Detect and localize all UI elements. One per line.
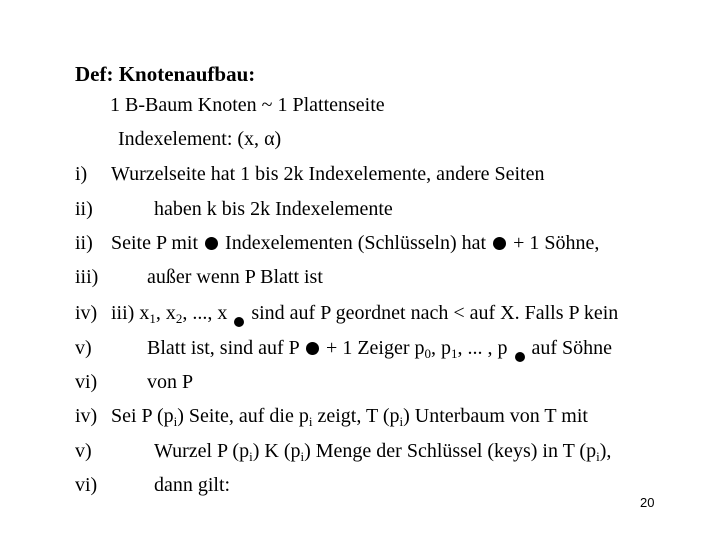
text-segment: Sei P (p — [111, 405, 174, 427]
text-segment: zeigt, T (p — [312, 405, 400, 427]
text-segment: , x — [155, 302, 176, 324]
list-marker: vi) — [75, 371, 98, 393]
text-segment: Wurzel P (p — [154, 440, 250, 462]
text-segment: ), — [599, 440, 612, 462]
page-number: 20 — [640, 495, 655, 510]
slide-title: Def: Knotenaufbau: — [75, 62, 256, 86]
text-segment: , p — [431, 337, 452, 359]
placeholder-dot-icon — [205, 237, 218, 250]
list-item-text — [147, 336, 612, 362]
alpha-symbol: α — [264, 128, 275, 150]
placeholder-dot-icon — [493, 237, 506, 250]
text-segment: + 1 Zeiger p — [326, 337, 425, 359]
subscript: i — [300, 449, 305, 464]
text-segment: ) K (p — [252, 440, 301, 462]
list-item-text — [154, 439, 611, 463]
subscript: 1 — [451, 346, 458, 361]
list-item-text: Wurzelseite hat 1 bis 2k Indexelemente, andere Seiten — [111, 163, 545, 185]
text-segment: , ..., x — [182, 302, 228, 324]
list-marker: ii) — [75, 198, 93, 220]
list-item-text: haben k bis 2k Indexelemente — [154, 198, 393, 220]
placeholder-dot-icon — [515, 352, 525, 362]
text-segment: Indexelementen (Schlüsseln) hat — [225, 232, 487, 254]
list-item-text — [111, 301, 618, 327]
text-segment: ) Menge der Schlüssel (keys) in T (p — [304, 440, 597, 462]
subscript: 1 — [149, 311, 156, 326]
text-segment: Blatt ist, sind auf P — [147, 337, 300, 359]
text-segment: Seite P mit — [111, 232, 199, 254]
placeholder-dot-icon — [306, 342, 319, 355]
placeholder-dot-icon — [234, 317, 244, 327]
list-marker: i) — [75, 163, 88, 185]
list-marker: iv) — [75, 302, 98, 324]
text-segment: , ... , p — [457, 337, 508, 359]
text-segment: + 1 Söhne, — [513, 232, 600, 254]
definition-line-2 — [118, 127, 281, 151]
subscript: 2 — [175, 311, 183, 326]
list-marker: v) — [75, 440, 92, 462]
text-segment: iii) x — [111, 302, 150, 324]
list-marker: vi) — [75, 474, 98, 496]
list-marker: v) — [75, 337, 92, 359]
subscript: i — [308, 414, 313, 429]
list-item-text — [111, 404, 588, 428]
text-segment: sind auf P geordnet nach < auf X. Falls P kein — [251, 302, 619, 324]
list-item-text: außer wenn P Blatt ist — [147, 266, 323, 288]
list-marker: iv) — [75, 405, 98, 427]
subscript: i — [596, 449, 600, 464]
text-segment: auf Söhne — [531, 337, 613, 359]
subscript: i — [249, 449, 253, 464]
list-marker: iii) — [75, 266, 99, 288]
definition-line-2-text: Indexelement: (x, — [118, 128, 265, 150]
subscript: 0 — [424, 346, 432, 361]
subscript: i — [399, 414, 404, 429]
list-item-text: von P — [147, 371, 194, 393]
list-marker: ii) — [75, 232, 93, 254]
definition-line-1: 1 B-Baum Knoten ~ 1 Plattenseite — [110, 94, 385, 116]
subscript: i — [173, 414, 178, 429]
list-item-text: dann gilt: — [154, 474, 231, 496]
text-segment: ) Unterbaum von T mit — [403, 405, 588, 427]
definition-line-2-close: ) — [274, 128, 282, 150]
list-item-text — [111, 231, 599, 255]
text-segment: ) Seite, auf die p — [177, 405, 309, 427]
